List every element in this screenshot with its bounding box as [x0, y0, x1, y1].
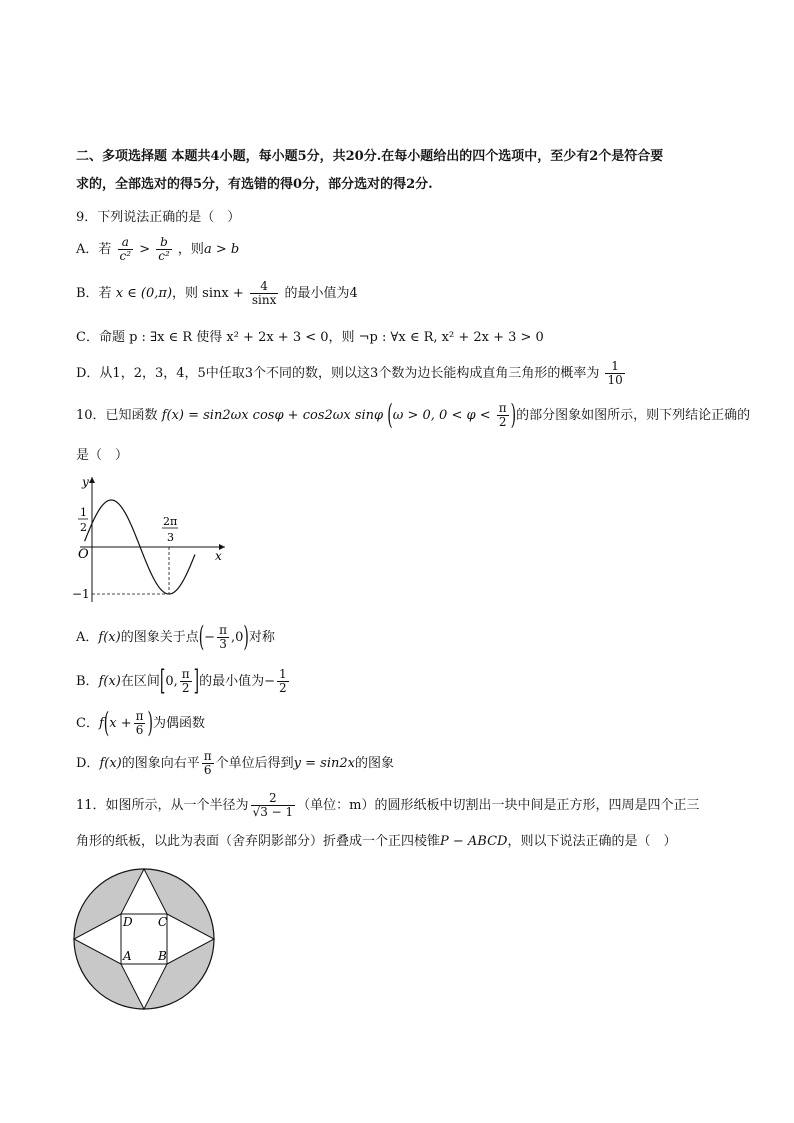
vertex-d-label: D: [123, 915, 133, 929]
origin-label: O: [78, 547, 89, 562]
section-heading-line2: 求的，全部选对的得5分，有选错的得0分，部分选对的得2分.: [76, 177, 433, 192]
q9-option-d: D．从1，2，3，4，5中任取3个不同的数，则以这3个数为边长能构成直角三角形的概率为 $\frac{1}{10}$: [76, 359, 623, 387]
q11-circle-figure: [70, 868, 220, 1018]
q10-option-d: D．f(x)的图象向右平 $\frac{\pi}{6}$ 个单位后得到y = sin2x的图象: [76, 749, 394, 777]
x-tick-den: 3: [167, 531, 174, 544]
q9-option-c: C．命题 p : ∃x ∈ R 使得 x² + 2x + 3 < 0，则 ¬p : ∀x ∈ R, x² + 2x + 3 > 0: [76, 330, 544, 345]
q10-sine-graph: [70, 472, 230, 607]
vertex-b-label: B: [158, 949, 167, 963]
q9-option-b: B．若 x ∈ (0,π)，则 sinx + $\frac{4}{\sin x}$ 的最小值为4: [76, 279, 358, 307]
q10-stem: 10．已知函数 f(x) = sin2ωx cosφ + cos2ωx sinφ (ω > 0, 0 < φ < $\frac{\pi}{2}$ )的部分图象如图所示，则下列结论正确的: [76, 399, 751, 432]
y-axis-label: y: [82, 475, 89, 489]
q10-option-c: C．f(x + $\frac{\pi}{6}$ )为偶函数: [76, 707, 205, 740]
y-tick-half-den: 2: [80, 521, 87, 534]
q11-stem-cont: 角形的纸板，以此为表面（舍弃阴影部分）折叠成一个正四棱锥P − ABCD，则以下说法正确的是（ ）: [76, 834, 677, 849]
y-tick-half-num: 1: [80, 506, 87, 519]
section-heading-line1: 二、多项选择题 本题共4小题，每小题5分，共20分.在每小题给出的四个选项中，至少有2个是符合要: [76, 149, 664, 164]
vertex-a-label: A: [123, 949, 132, 963]
q9-stem: 9．下列说法正确的是（ ）: [76, 210, 241, 225]
vertex-c-label: C: [158, 915, 168, 929]
y-axis-arrow: [89, 477, 95, 483]
q10-stem-cont: 是（ ）: [76, 448, 129, 463]
q9-option-a: A．若 $\frac{a}{\text{c²}}$ > $\frac{b}{\text{c²}}$ ，则a > b: [76, 235, 240, 263]
q10-option-b: B．f(x)在区间[0, $\frac{\pi}{2}$ ]的最小值为− $\frac{1}{2}$: [76, 665, 287, 698]
x-axis-label: x: [215, 549, 222, 563]
x-tick-num: 2π: [163, 515, 178, 528]
y-min-label: −1: [72, 587, 90, 601]
q10-option-a: A．f(x)的图象关于点(− $\frac{\pi}{3}$ ,0)对称: [76, 621, 275, 654]
q11-stem: 11．如图所示，从一个半径为 $\frac{2}{√3 - 1}$ （单位：m）的圆形纸板中切割出一块中间是正方形，四周是四个正三: [76, 791, 700, 819]
